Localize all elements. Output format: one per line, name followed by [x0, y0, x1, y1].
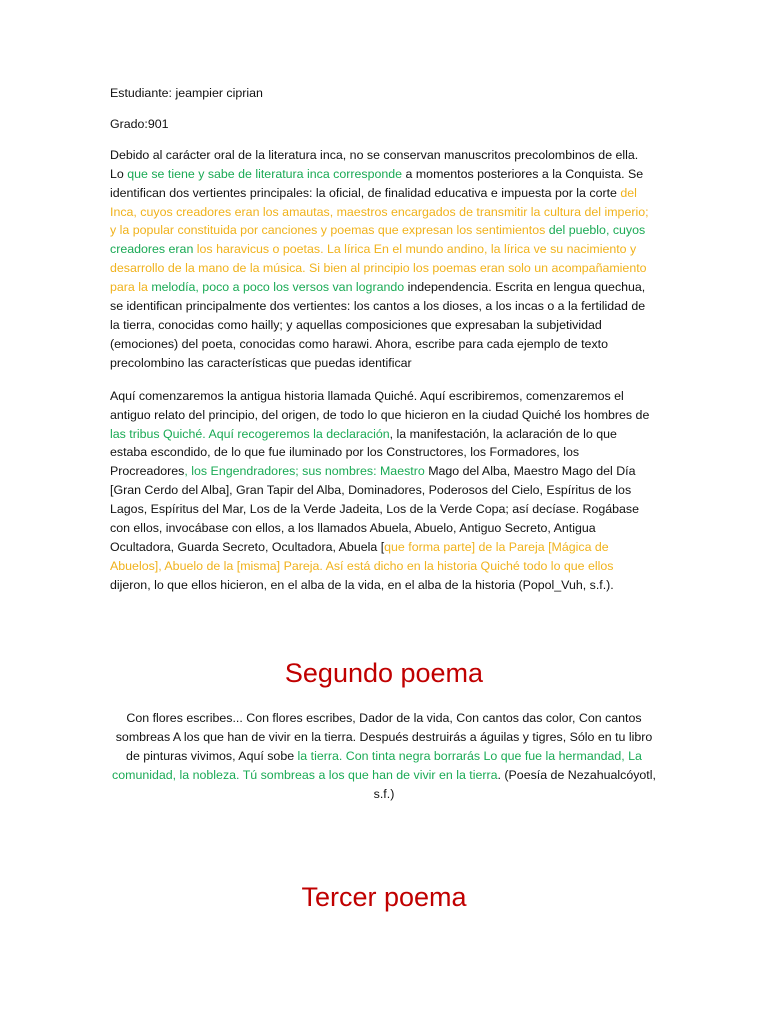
intro-text: Debido al carácter oral de la literatura inca, no se conservan manuscritos precolombinos de ella. Lo — [110, 147, 639, 181]
intro-text: independencia. Escrita en lengua quechua, se identifican principalmente dos vertientes: los cantos a los dioses, a los incas o a la fertilidad de la tierra, conocidas como hailly; y aquellas composiciones que expresaban la subjetividad (emociones) del poeta, conocidas como harawi. Ahora, escribe para cada ejemplo de texto precolombino las características que puedas identificar — [110, 280, 646, 370]
popol-text: Mago del Alba, Maestro Mago del Día [Gran Cerdo del Alba], Gran Tapir del Alba, Dominadores, Poderosos del Cielo, Espíritus de los Lagos, Espíritus del Mar, Los de la Verde Jadeita, Los de la Verde Copa; así decíase. Rogábase con ellos, invocábase con ellos, a los llamados Abuela, Abuelo, Antiguo Secreto, Antigua Ocultadora, Guarda Secreto, Ocultadora, Abuela [ — [110, 464, 640, 554]
popol-text: Aquí comenzaremos la antigua historia llamada Quiché. Aquí escribiremos, comenzaremos el antiguo relato del principio, del origen, de todo lo que hicieron en la ciudad Quiché los hombres de — [110, 388, 650, 422]
segundo-poema-text — [110, 709, 658, 804]
grade-line: Grado:901 — [110, 116, 169, 131]
popol-vuh-paragraph — [110, 387, 650, 595]
poem-highlight-green: la tierra. Con tinta negra borrarás Lo que fue la hermandad, La comunidad, la nobleza. Tú sombreas a los que han de vivir en la tierra — [112, 749, 642, 782]
intro-highlight-green: del pueblo, cuyos creadores eran — [110, 223, 646, 257]
intro-text: a momentos posteriores a la Conquista. Se identifican dos vertientes principales: la oficial, de finalidad educativa e impuesta por la corte — [110, 166, 644, 200]
heading-segundo-poema: Segundo poema — [284, 658, 484, 688]
popol-text: , la manifestación, la aclaración de lo que estaba escondido, de lo que fue iluminado por los Constructores, los Formadores, los Procreadores — [110, 426, 617, 479]
intro-highlight-green: melodía, poco a poco los versos van logrando — [151, 280, 405, 295]
popol-highlight-green: , los Engendradores; sus nombres: Maestro — [184, 464, 425, 479]
heading-tercer-poema: Tercer poema — [301, 882, 467, 912]
popol-text: dijeron, lo que ellos hicieron, en el alba de la vida, en el alba de la historia (Popol_Vuh, s.f.). — [110, 577, 614, 592]
document-body — [110, 84, 650, 609]
intro-highlight-yellow: del Inca, cuyos creadores eran los amautas, maestros encargados de transmitir la cultura del imperio; y la popular constituida por canciones y poemas que expresan los sentimientos — [110, 185, 649, 238]
poem-text: Con flores escribes... Con flores escribes, Dador de la vida, Con cantos das color, Con cantos sombreas A los que han de vivir en la tierra. Después destruirás a águilas y tigres, Sólo en tu libro de pinturas vivimos, Aquí sobe — [115, 711, 653, 763]
poem-citation: . (Poesía de Nezahualcóyotl, s.f.) — [373, 768, 656, 801]
intro-highlight-green: que se tiene y sabe de literatura inca corresponde — [127, 166, 403, 181]
intro-paragraph — [110, 146, 650, 373]
popol-highlight-green: las tribus Quiché. Aquí recogeremos la declaración — [110, 426, 390, 441]
student-line: Estudiante: jeampier ciprian — [110, 86, 263, 100]
popol-highlight-yellow: que forma parte] de la Pareja [Mágica de Abuelos], Abuelo de la [misma] Pareja. Así está dicho en la historia Quiché todo lo que ellos — [110, 539, 614, 573]
intro-highlight-yellow: los haravicus o poetas. La lírica En el mundo andino, la lírica ve su nacimiento y desarrollo de la mano de la música. Si bien al principio los poemas eran solo un acompañamiento para la — [110, 242, 647, 295]
